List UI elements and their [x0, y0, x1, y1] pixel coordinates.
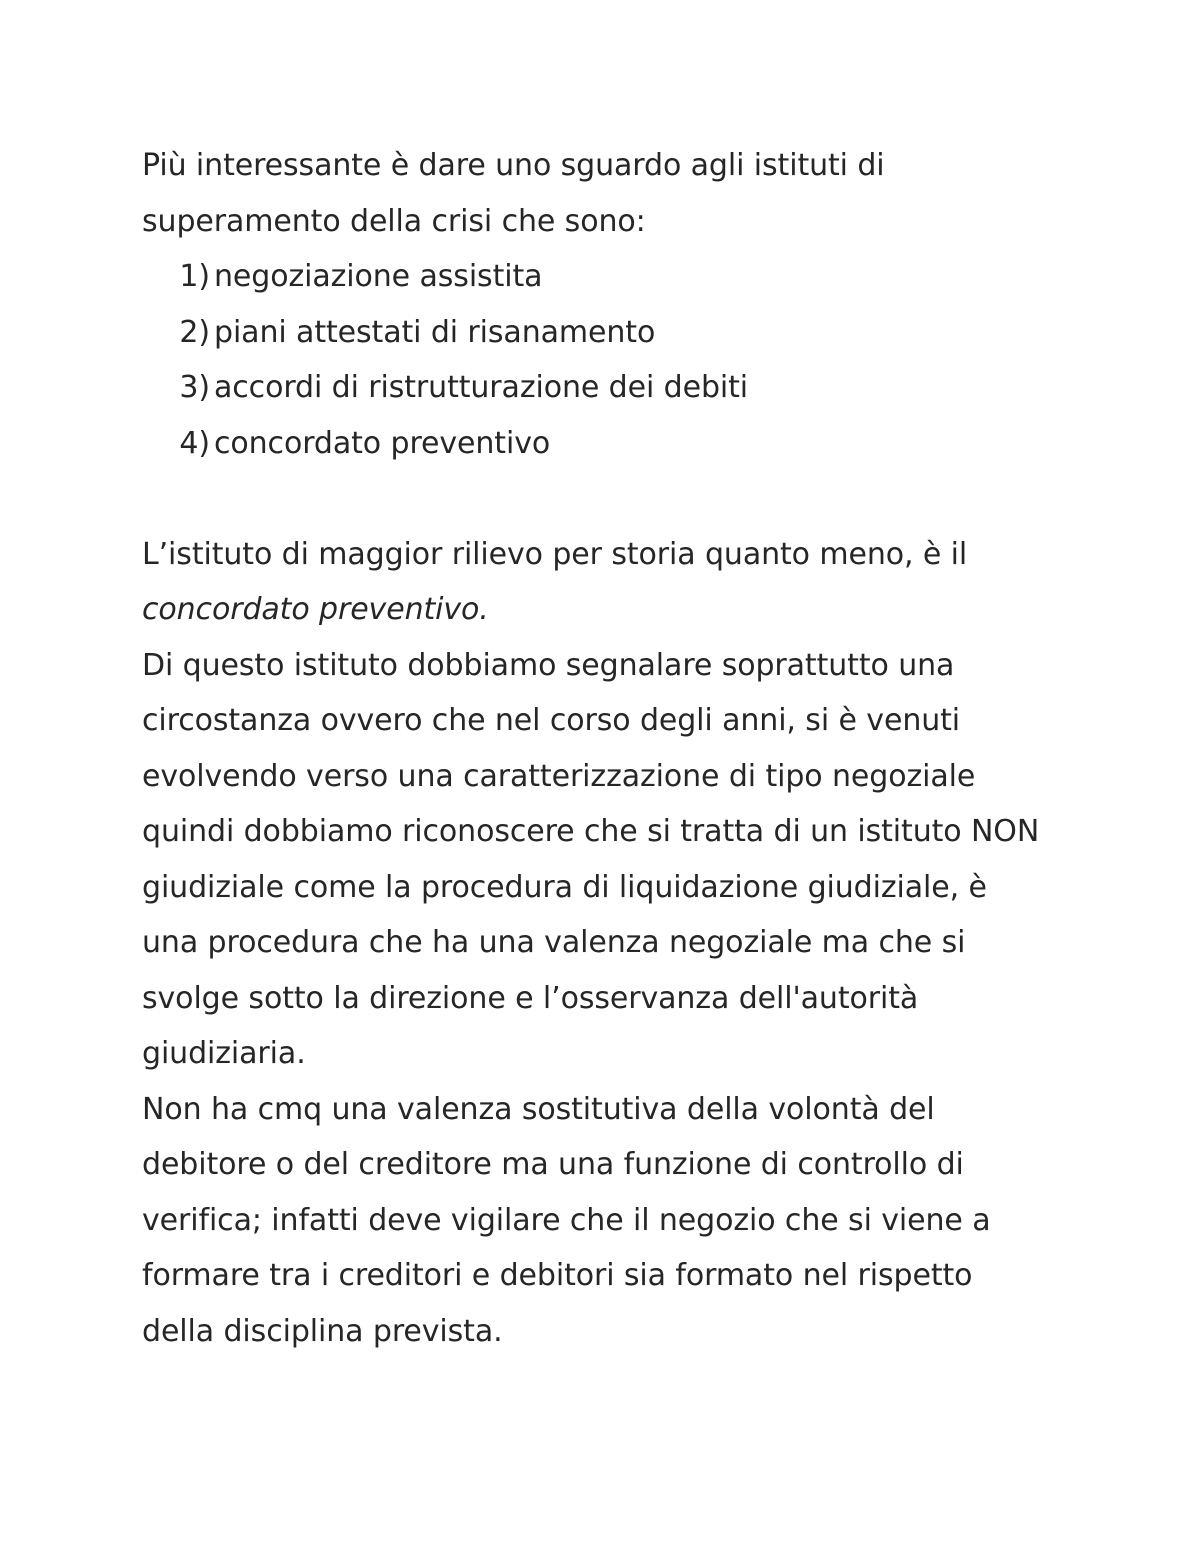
list-item-number: 3)	[179, 370, 210, 405]
list-item-text: accordi di ristrutturazione dei debiti	[214, 370, 749, 405]
list-item-text: piani attestati di risanamento	[214, 314, 656, 350]
lead-paragraph	[142, 527, 1042, 638]
body-paragraph-1: Di questo istituto dobbiamo segnalare soprattutto una circostanza ovvero che nel corso degli anni, si è venuti evolvendo verso una caratterizzazione di tipo negoziale quindi dobbiamo riconoscere che si tratta di un istituto NON giudiziale come la procedura di liquidazione giudiziale, è una procedura che ha una valenza negoziale ma che si svolge sotto la direzione e l’osservanza dell'autorità giudiziaria.	[142, 647, 1040, 1071]
list-item	[142, 249, 1042, 305]
list-item	[142, 360, 1042, 416]
list-item-number: 1)	[179, 259, 210, 294]
document-page	[142, 138, 1042, 1359]
institutes-list	[142, 249, 1042, 471]
list-item-number: 4)	[179, 425, 210, 461]
body-paragraph-2: Non ha cmq una valenza sostitutiva della volontà del debitore o del creditore ma una funzione di controllo di verifica; infatti deve vigilare che il negozio che si viene a formare tra i creditori e debitori sia formato nel rispetto della disciplina prevista.	[142, 1091, 991, 1349]
lead-text: L’istituto di maggior rilievo per storia quanto meno, è il	[142, 536, 968, 572]
blank-line	[142, 471, 1042, 527]
list-item-text: negoziazione assistita	[214, 259, 543, 294]
list-item-text: concordato preventivo	[214, 425, 551, 461]
list-item-number: 2)	[179, 314, 210, 350]
lead-italic-text: concordato preventivo.	[142, 592, 489, 627]
list-item	[142, 305, 1042, 361]
intro-paragraph: Più interessante è dare uno sguardo agli istituti di superamento della crisi che sono:	[142, 148, 885, 239]
list-item	[142, 416, 1042, 472]
